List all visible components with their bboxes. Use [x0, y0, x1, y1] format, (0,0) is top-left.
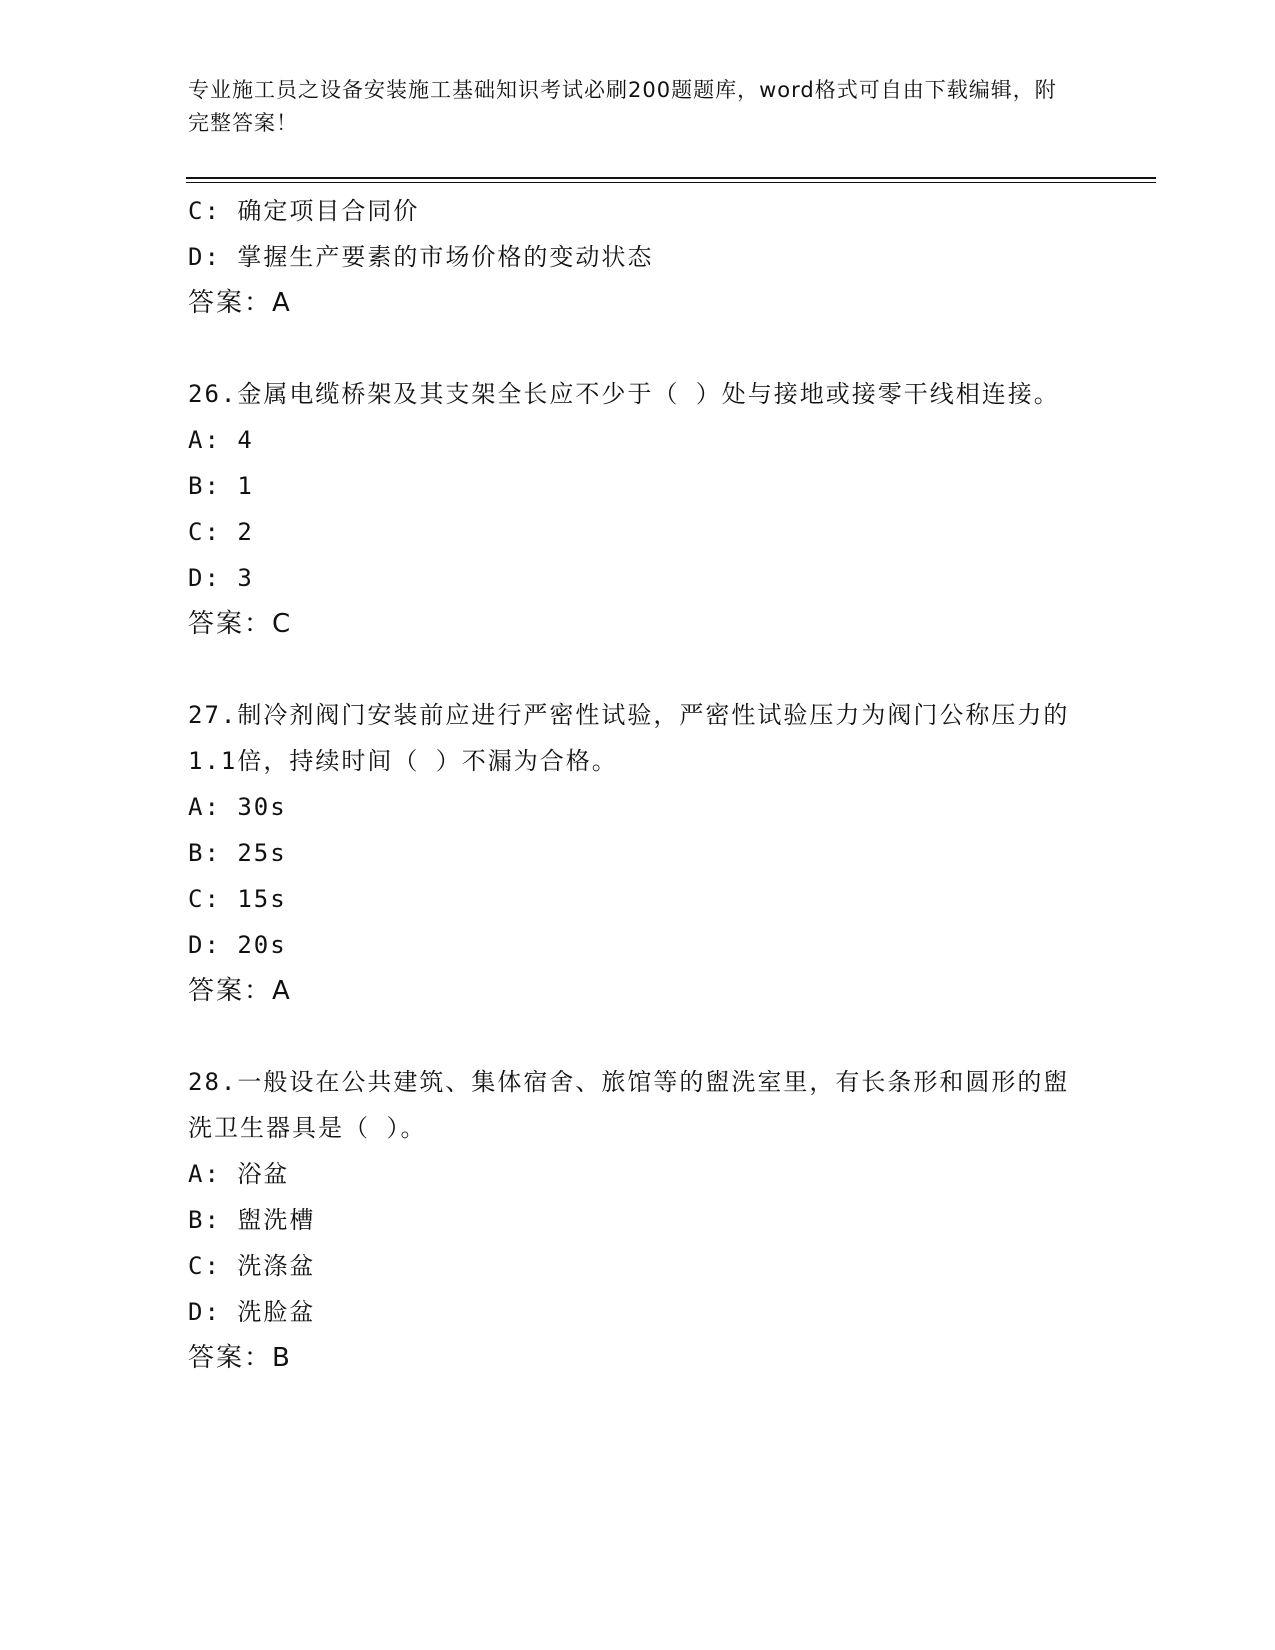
question-spacer [188, 647, 1088, 692]
question-26 [188, 371, 1088, 647]
question-spacer [188, 1014, 1088, 1059]
option-b: B: 盥洗槽 [188, 1206, 316, 1234]
question-spacer [188, 326, 1088, 371]
answer-label: 答案：B [188, 1343, 292, 1373]
answer-label: 答案：C [188, 609, 293, 639]
option-a: A: 30s [188, 793, 287, 821]
question-list [188, 188, 1088, 1381]
question-text: 26.金属电缆桥架及其支架全长应不少于（ ）处与接地或接零干线相连接。 [188, 380, 1060, 408]
partial-question [188, 188, 1088, 326]
header-divider-thin [186, 182, 1156, 183]
question-text: 27.制冷剂阀门安装前应进行严密性试验，严密性试验压力为阀门公称压力的1.1倍，持续时间（ ）不漏为合格。 [188, 701, 1070, 775]
header-divider-thick [186, 177, 1156, 179]
option-b: B: 25s [188, 839, 287, 867]
option-a: A: 4 [188, 426, 254, 454]
question-27 [188, 692, 1088, 1014]
option-c: C: 2 [188, 518, 254, 546]
option-d: D: 洗脸盆 [188, 1298, 316, 1326]
option-d: D: 20s [188, 931, 287, 959]
option-c: C: 洗涤盆 [188, 1252, 316, 1280]
option-c: C: 15s [188, 885, 287, 913]
answer-label: 答案：A [188, 976, 292, 1006]
question-28 [188, 1059, 1088, 1381]
question-text: 28.一般设在公共建筑、集体宿舍、旅馆等的盥洗室里，有长条形和圆形的盥洗卫生器具是（ ）。 [188, 1068, 1070, 1142]
option-b: B: 1 [188, 472, 254, 500]
document-header: 专业施工员之设备安装施工基础知识考试必刷200题题库，word格式可自由下载编辑，附完整答案！ [188, 78, 1057, 135]
option-d: D: 3 [188, 564, 254, 592]
option-a: A: 浴盆 [188, 1160, 290, 1188]
option-c: C: 确定项目合同价 [188, 197, 420, 225]
option-d: D: 掌握生产要素的市场价格的变动状态 [188, 243, 654, 271]
answer-label: 答案：A [188, 288, 292, 318]
